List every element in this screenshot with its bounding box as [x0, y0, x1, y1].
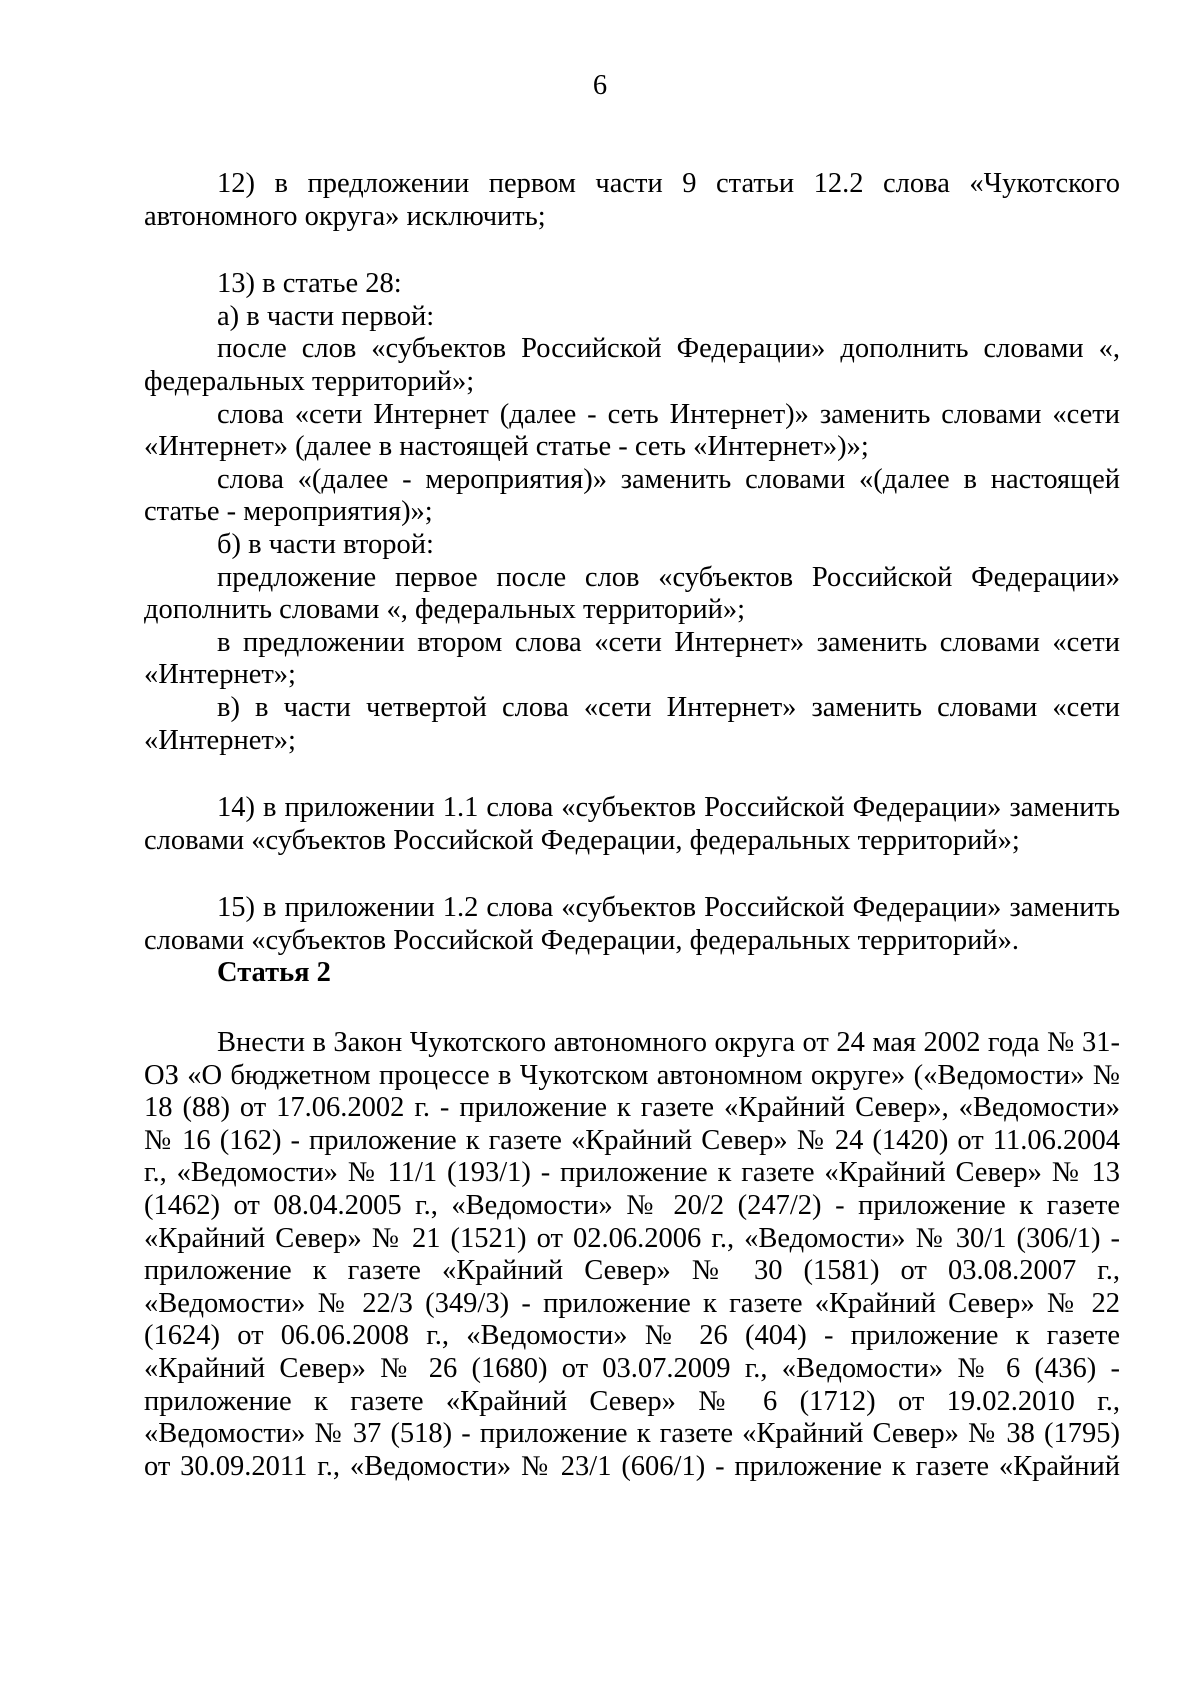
item-13-a-3: слова «(далее - мероприятия)» заменить словами «(далее в настоящей статье - мероприятия)»;: [144, 463, 1120, 528]
article-2-heading: Статья 2: [217, 957, 331, 989]
page-number: 6: [592, 70, 608, 101]
article-2-text: Внести в Закон Чукотского автономного округа от 24 мая 2002 года № 31-ОЗ «О бюджетном процессе в Чукотском автономном округе» («Ведомости» № 18 (88) от 17.06.2002 г. - приложение к газете «Крайний Север», «Ведомости» № 16 (162) - приложение к газете «Крайний Север» № 24 (1420) от 11.06.2004 г., «Ведомости» № 11/1 (193/1) - приложение к газете «Крайний Север» № 13 (1462) от 08.04.2005 г., «Ведомости» № 20/2 (247/2) - приложение к газете «Крайний Север» № 21 (1521) от 02.06.2006 г., «Ведомости» № 30/1 (306/1) - приложение к газете «Крайний Север» № 30 (1581) от 03.08.2007 г., «Ведомости» № 22/3 (349/3) - приложение к газете «Крайний Север» № 22 (1624) от 06.06.2008 г., «Ведомости» № 26 (404) - приложение к газете «Крайний Север» № 26 (1680) от 03.07.2009 г., «Ведомости» № 6 (436) - приложение к газете «Крайний Север» № 6 (1712) от 19.02.2010 г., «Ведомости» № 37 (518) - приложение к газете «Крайний Север» № 38 (1795) от 30.09.2011 г., «Ведомости» № 23/1 (606/1) - приложение к газете «Крайний: [144, 1027, 1120, 1482]
item-14: 14) в приложении 1.1 слова «субъектов Российской Федерации» заменить словами «субъектов Российской Федерации, федеральных территорий»;: [144, 792, 1120, 856]
item-13-b-1: предложение первое после слов «субъектов Российской Федерации» дополнить словами «, федеральных территорий»;: [144, 561, 1120, 626]
item-13-b: б) в части второй:: [217, 528, 434, 560]
item-15: 15) в приложении 1.2 слова «субъектов Российской Федерации» заменить словами «субъектов Российской Федерации, федеральных территорий».: [144, 892, 1120, 956]
item-12: 12) в предложении первом части 9 статьи 12.2 слова «Чукотского автономного округа» исключить;: [144, 168, 1120, 232]
document-body: [144, 168, 1120, 1483]
item-13-a-1: после слов «субъектов Российской Федерации» дополнить словами «, федеральных территорий»;: [144, 333, 1120, 397]
item-13-b-2: в предложении втором слова «сети Интернет» заменить словами «сети «Интернет»;: [144, 626, 1120, 691]
item-13: 13) в статье 28:: [217, 268, 402, 300]
item-13-a-2: слова «сети Интернет (далее - сеть Интернет)» заменить словами «сети «Интернет» (далее в настоящей статье - сеть «Интернет»)»;: [144, 398, 1120, 463]
item-13-a: а) в части первой:: [217, 300, 435, 332]
item-13-c: в) в части четвертой слова «сети Интернет» заменить словами «сети «Интернет»;: [144, 691, 1120, 756]
